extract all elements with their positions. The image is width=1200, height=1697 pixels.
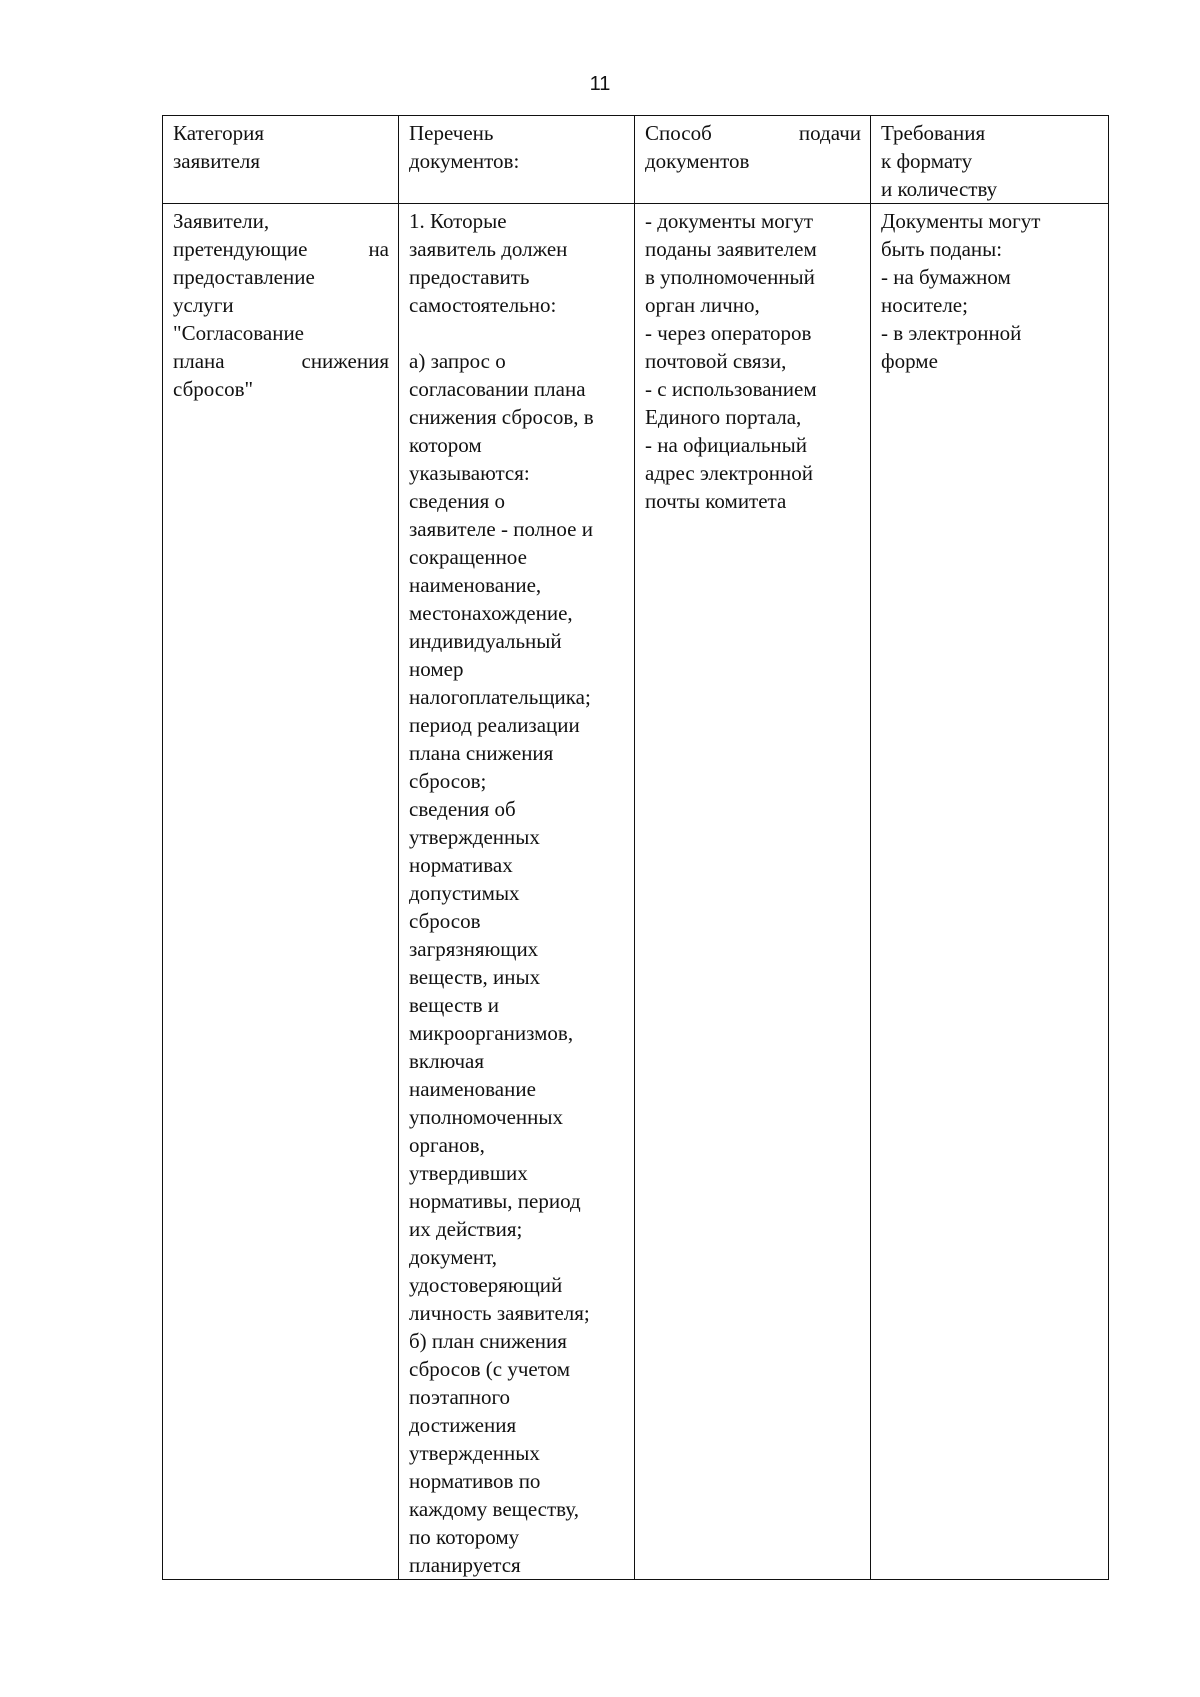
header-documents-list xyxy=(399,116,635,204)
header-format-requirements xyxy=(871,116,1109,204)
cell-line: сбросов xyxy=(409,909,481,933)
cell-line: индивидуальный xyxy=(409,629,562,653)
cell-line: утвержденных xyxy=(409,1441,540,1465)
cell-word: на xyxy=(368,237,389,261)
cell-line: предоставить xyxy=(409,265,530,289)
cell-line: почтовой связи, xyxy=(645,349,787,373)
cell-line: по которому xyxy=(409,1525,520,1549)
cell-line: микроорганизмов, xyxy=(409,1021,574,1045)
cell-line: сведения о xyxy=(409,489,506,513)
cell-line: планируется xyxy=(409,1553,521,1577)
cell-line: предоставление xyxy=(173,265,315,289)
page-number: 11 xyxy=(589,73,611,95)
cell-line: удостоверяющий xyxy=(409,1273,563,1297)
cell-line: плана снижения xyxy=(409,741,554,765)
cell-line: заявителе - полное и xyxy=(409,517,593,541)
cell-line: веществ и xyxy=(409,993,500,1017)
cell-line: Единого портала, xyxy=(645,405,802,429)
cell-line: снижения сбросов, в xyxy=(409,405,594,429)
cell-line: нормативы, период xyxy=(409,1189,581,1213)
cell-line: Требования xyxy=(881,121,986,145)
cell-line: поэтапного xyxy=(409,1385,511,1409)
cell-applicant-category xyxy=(163,204,399,1580)
cell-line: - документы могут xyxy=(645,209,814,233)
cell-line xyxy=(173,347,389,375)
cell-line: в уполномоченный xyxy=(645,265,815,289)
cell-line: номер xyxy=(409,657,464,681)
cell-line: утвержденных xyxy=(409,825,540,849)
cell-line: 1. Которые xyxy=(409,209,507,233)
table-row xyxy=(163,204,1109,1580)
cell-line xyxy=(173,235,389,263)
table-header-row xyxy=(163,116,1109,204)
cell-line: самостоятельно: xyxy=(409,293,557,317)
cell-word: Способ xyxy=(645,121,712,145)
cell-line: а) запрос о xyxy=(409,349,506,373)
cell-line: Заявители, xyxy=(173,209,270,233)
cell-line: наименование, xyxy=(409,573,542,597)
cell-line: б) план снижения xyxy=(409,1329,567,1353)
cell-line: - через операторов xyxy=(645,321,812,345)
cell-line: форме xyxy=(881,349,938,373)
cell-line: уполномоченных xyxy=(409,1105,563,1129)
cell-line: к формату xyxy=(881,149,973,173)
cell-submission-method xyxy=(635,204,871,1580)
documents-table xyxy=(162,115,1109,1580)
cell-line: почты комитета xyxy=(645,489,787,513)
cell-line: нормативов по xyxy=(409,1469,541,1493)
cell-line: - в электронной xyxy=(881,321,1022,345)
cell-line: налогоплательщика; xyxy=(409,685,591,709)
cell-line: документ, xyxy=(409,1245,498,1269)
cell-line: достижения xyxy=(409,1413,517,1437)
cell-line: котором xyxy=(409,433,482,457)
cell-line: сбросов (с учетом xyxy=(409,1357,571,1381)
cell-word: плана xyxy=(173,349,225,373)
cell-line: быть поданы: xyxy=(881,237,1003,261)
cell-line: утвердивших xyxy=(409,1161,528,1185)
cell-line: - на бумажном xyxy=(881,265,1011,289)
cell-line: орган лично, xyxy=(645,293,760,317)
cell-line: каждому веществу, xyxy=(409,1497,580,1521)
cell-line: заявитель должен xyxy=(409,237,568,261)
cell-line: документов xyxy=(645,149,750,173)
cell-line: личность заявителя; xyxy=(409,1301,590,1325)
cell-line: сбросов" xyxy=(173,377,254,401)
cell-line: Перечень xyxy=(409,121,494,145)
cell-line: местонахождение, xyxy=(409,601,573,625)
cell-line: нормативах xyxy=(409,853,513,877)
cell-word: снижения xyxy=(301,349,389,373)
cell-line: сбросов; xyxy=(409,769,487,793)
cell-line: Документы могут xyxy=(881,209,1041,233)
cell-line: заявителя xyxy=(173,149,261,173)
cell-line: указываются: xyxy=(409,461,530,485)
cell-line: - с использованием xyxy=(645,377,817,401)
cell-word: подачи xyxy=(798,121,861,145)
cell-line: загрязняющих xyxy=(409,937,539,961)
cell-line: органов, xyxy=(409,1133,485,1157)
cell-word: претендующие xyxy=(173,237,308,261)
cell-line: веществ, иных xyxy=(409,965,541,989)
cell-line xyxy=(645,119,861,147)
cell-line: носителе; xyxy=(881,293,968,317)
cell-line: услуги xyxy=(173,293,234,317)
cell-line: сведения об xyxy=(409,797,516,821)
cell-line: адрес электронной xyxy=(645,461,813,485)
cell-line: период реализации xyxy=(409,713,580,737)
cell-line: документов: xyxy=(409,149,520,173)
cell-line: поданы заявителем xyxy=(645,237,817,261)
cell-line: согласовании плана xyxy=(409,377,586,401)
cell-line: "Согласование xyxy=(173,321,305,345)
header-submission-method xyxy=(635,116,871,204)
cell-format-requirements xyxy=(871,204,1109,1580)
cell-line: наименование xyxy=(409,1077,536,1101)
cell-line: их действия; xyxy=(409,1217,523,1241)
cell-documents-list xyxy=(399,204,635,1580)
cell-line: включая xyxy=(409,1049,485,1073)
cell-line: Категория xyxy=(173,121,264,145)
cell-line: и количеству xyxy=(881,177,998,201)
header-applicant-category xyxy=(163,116,399,204)
cell-line: сокращенное xyxy=(409,545,527,569)
cell-line: - на официальный xyxy=(645,433,808,457)
cell-line: допустимых xyxy=(409,881,520,905)
cell-blank-line xyxy=(409,319,625,347)
